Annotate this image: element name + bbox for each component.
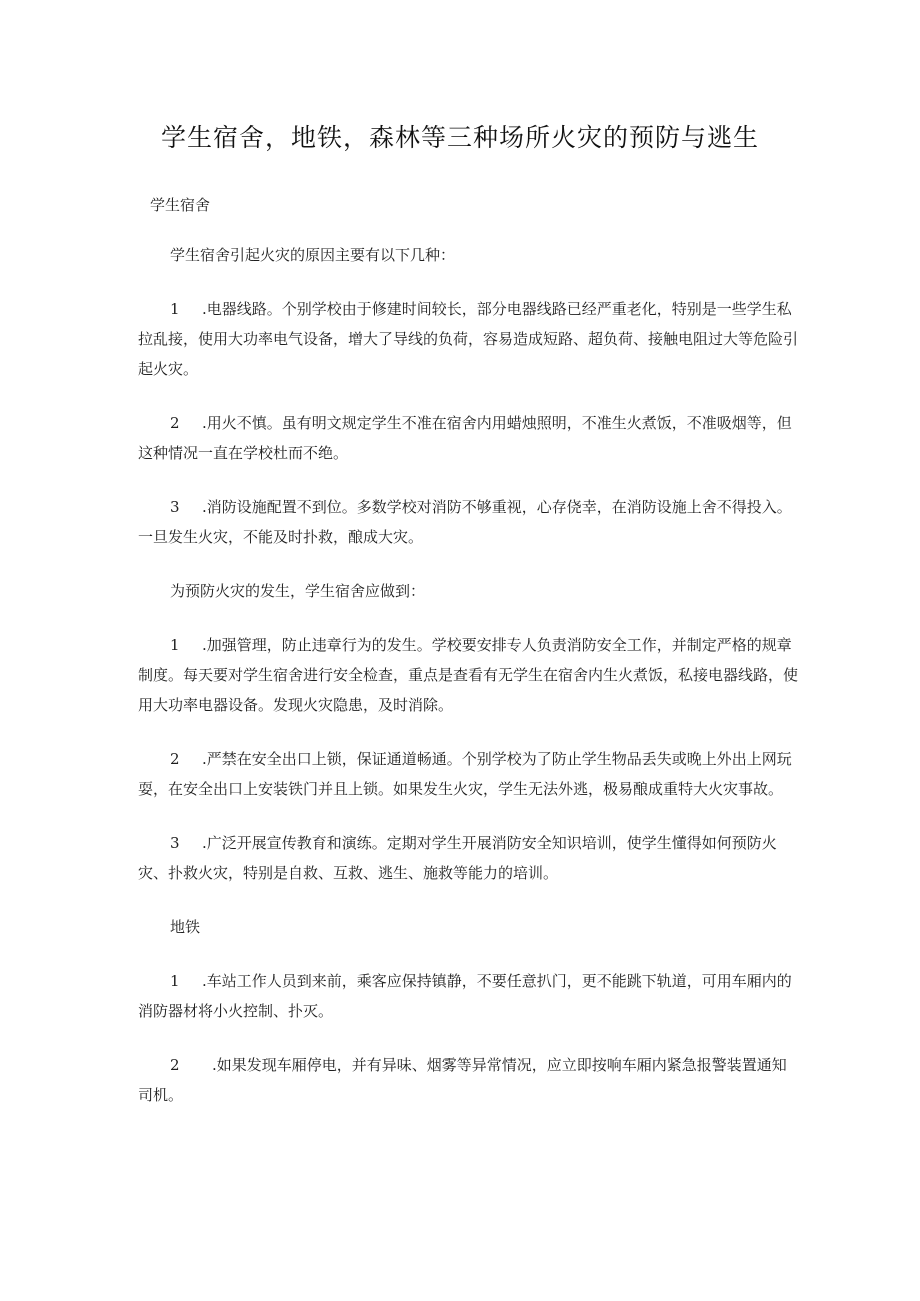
document-body [138,190,798,1110]
item-number: 2 [170,414,180,432]
item-text: .消防设施配置不到位。多数学校对消防不够重视，心存侥幸，在消防设施上舍不得投入。一旦发生火灾，不能及时扑救，酿成大灾。 [138,498,792,546]
subway-item [138,966,798,1026]
item-text: .车站工作人员到来前，乘客应保持镇静，不要任意扒门，更不能跳下轨道，可用车厢内的消防器材将小火控制、扑灭。 [138,972,792,1020]
item-number: 2 [170,750,180,768]
item-text: .加强管理，防止违章行为的发生。学校要安排专人负责消防安全工作，并制定严格的规章制度。每天要对学生宿舍进行安全检查，重点是查看有无学生在宿舍内生火煮饭，私接电器线路，使用大功率电器设备。发现火灾隐患，及时消除。 [138,636,799,714]
dorm-cause-item [138,294,798,384]
item-text: .严禁在安全出口上锁，保证通道畅通。个别学校为了防止学生物品丢失或晚上外出上网玩耍，在安全出口上安装铁门并且上锁。如果发生火灾，学生无法外逃，极易酿成重特大火灾事故。 [138,750,792,798]
section-heading-subway: 地铁 [170,918,201,936]
dorm-prevention-intro: 为预防火灾的发生，学生宿舍应做到： [170,582,426,600]
item-text: .广泛开展宣传教育和演练。定期对学生开展消防安全知识培训，使学生懂得如何预防火灾、扑救火灾，特别是自救、互救、逃生、施救等能力的培训。 [138,834,777,882]
item-text: .用火不慎。虽有明文规定学生不准在宿舍内用蜡烛照明，不准生火煮饭，不准吸烟等，但这种情况一直在学校杜而不绝。 [138,414,792,462]
item-number: 1 [170,636,180,654]
item-number: 3 [170,498,180,516]
item-text: .电器线路。个别学校由于修建时间较长，部分电器线路已经严重老化，特别是一些学生私拉乱接，使用大功率电气设备，增大了导线的负荷，容易造成短路、超负荷、接触电阻过大等危险引起火灾。 [138,300,799,378]
dorm-cause-item [138,408,798,468]
subway-item [138,1050,798,1110]
item-number: 2 [170,1056,180,1074]
item-text: .如果发现车厢停电，并有异味、烟雾等异常情况，应立即按响车厢内紧急报警装置通知司机。 [138,1056,787,1104]
section-heading-dorm: 学生宿舍 [150,196,211,214]
item-number: 1 [170,300,180,318]
item-number: 1 [170,972,180,990]
dorm-cause-item [138,492,798,552]
dorm-prevention-item [138,744,798,804]
dorm-prevention-item [138,630,798,720]
dorm-causes-intro: 学生宿舍引起火灾的原因主要有以下几种： [170,246,456,264]
document-title: 学生宿舍，地铁，森林等三种场所火灾的预防与逃生 [160,123,759,152]
dorm-prevention-item [138,828,798,888]
item-number: 3 [170,834,180,852]
